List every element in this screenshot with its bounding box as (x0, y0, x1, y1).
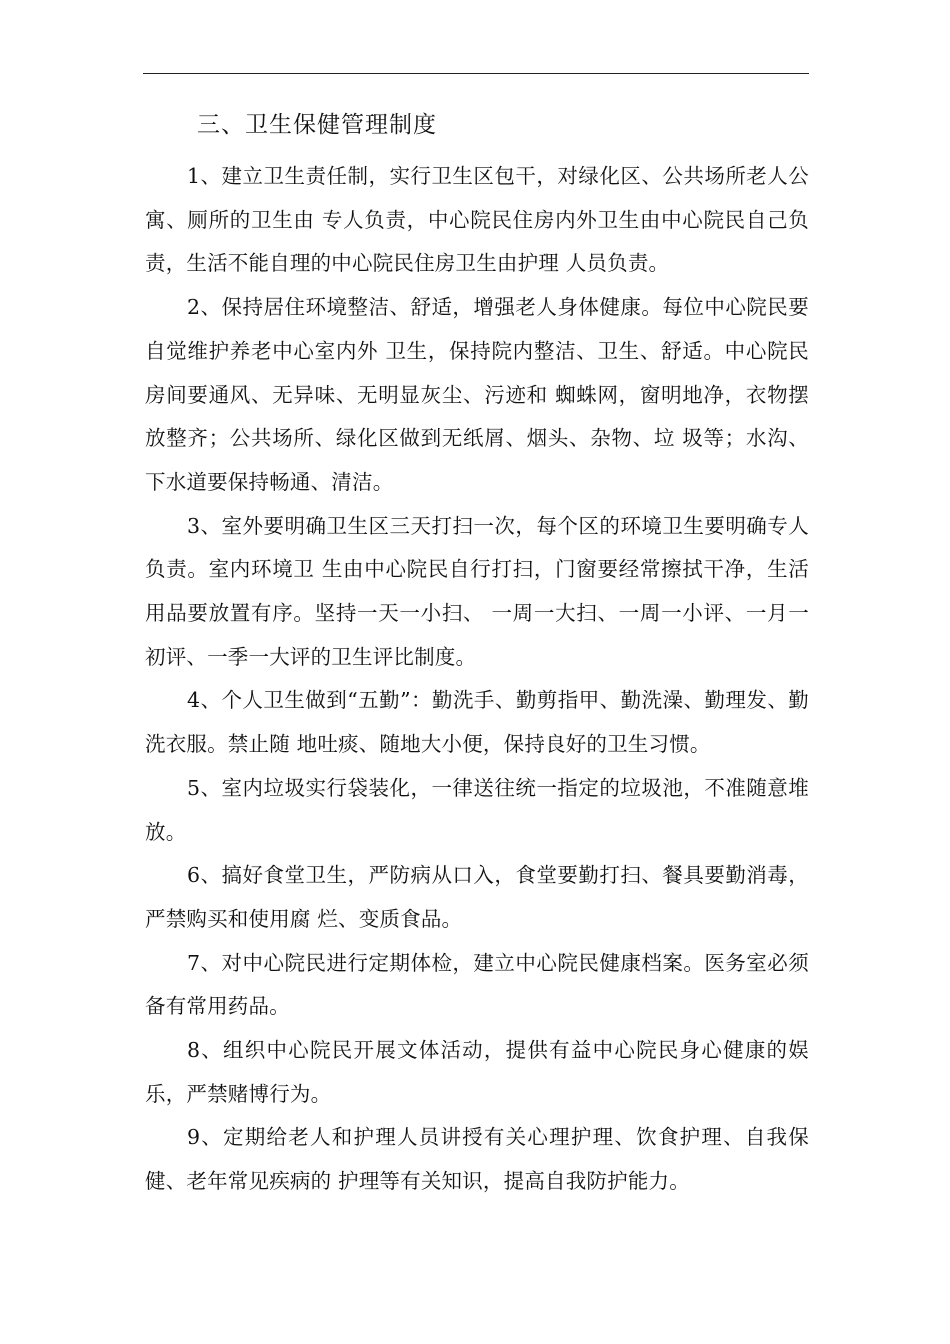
paragraph-8: 8、组织中心院民开展文体活动，提供有益中心院民身心健康的娱乐，严禁赌博行为。 (145, 1038, 809, 1106)
paragraph-9: 9、定期给老人和护理人员讲授有关心理护理、饮食护理、自我保健、老年常见疾病的 护理等有关知识，提高自我防护能力。 (145, 1125, 809, 1194)
paragraph-3: 3、室外要明确卫生区三天打扫一次，每个区的环境卫生要明确专人负责。室内环境卫 生由中心院民自行打扫，门窗要经常擦拭干净，生活用品要放置有序。坚持一天一小扫、 一周一大扫、一周一小评、一月一初评、一季一大评的卫生评比制度。 (145, 513, 809, 669)
section-title: 三、卫生保健管理制度 (197, 112, 437, 138)
document-body (145, 103, 809, 1204)
paragraph-4: 4、个人卫生做到“五勤”：勤洗手、勤剪指甲、勤洗澡、勤理发、勤洗衣服。禁止随 地吐痰、随地大小便，保持良好的卫生习惯。 (145, 688, 809, 757)
paragraph-5: 5、室内垃圾实行袋装化，一律送往统一指定的垃圾池，不准随意堆放。 (145, 775, 809, 844)
header-rule (143, 73, 809, 74)
paragraph-1: 1、建立卫生责任制，实行卫生区包干，对绿化区、公共场所老人公寓、厕所的卫生由 专人负责，中心院民住房内外卫生由中心院民自己负责，生活不能自理的中心院民住房卫生由护理 人员负责。 (145, 164, 809, 276)
paragraph-7: 7、对中心院民进行定期体检，建立中心院民健康档案。医务室必须备有常用药品。 (145, 950, 809, 1019)
paragraph-6: 6、搞好食堂卫生，严防病从口入，食堂要勤打扫、餐具要勤消毒，严禁购买和使用腐 烂、变质食品。 (145, 863, 809, 931)
paragraph-2: 2、保持居住环境整洁、舒适，增强老人身体健康。每位中心院民要自觉维护养老中心室内外 卫生，保持院内整洁、卫生、舒适。中心院民房间要通风、无异味、无明显灰尘、污迹和 蜘蛛网，窗明地净，衣物摆放整齐；公共场所、绿化区做到无纸屑、烟头、杂物、垃 圾等；水沟、下水道要保持畅通、清洁。 (145, 295, 809, 494)
